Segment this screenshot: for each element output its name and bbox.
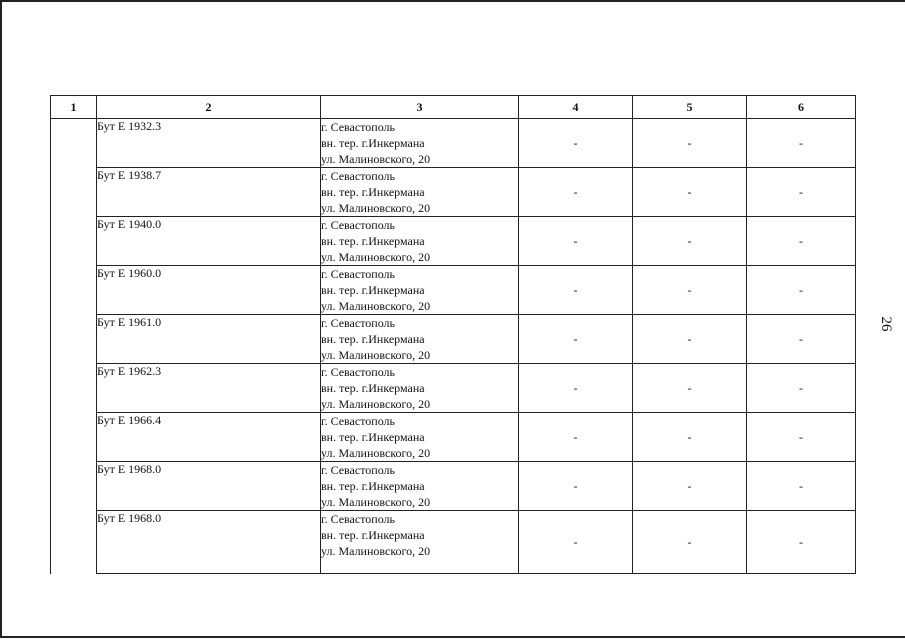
col5-value: - [633, 315, 747, 364]
col5-value: - [633, 217, 747, 266]
scan-border-bottom [0, 636, 905, 638]
table-row [51, 168, 856, 217]
col4-value: - [519, 364, 633, 413]
object-name: Бут Е 1960.0 [97, 266, 321, 315]
column-header-3: 3 [321, 96, 519, 119]
column-header-2: 2 [97, 96, 321, 119]
object-address: г. Севастополь вн. тер. г.Инкермана ул. Малиновского, 20 [321, 462, 519, 511]
object-address: г. Севастополь вн. тер. г.Инкермана ул. Малиновского, 20 [321, 119, 519, 168]
table-row [51, 364, 856, 413]
col4-value: - [519, 511, 633, 574]
object-name: Бут Е 1968.0 [97, 511, 321, 574]
table-row [51, 315, 856, 364]
object-address: г. Севастополь вн. тер. г.Инкермана ул. Малиновского, 20 [321, 168, 519, 217]
table-row [51, 462, 856, 511]
object-address: г. Севастополь вн. тер. г.Инкермана ул. Малиновского, 20 [321, 511, 519, 574]
col5-value: - [633, 119, 747, 168]
column-1-cell [51, 119, 97, 574]
col6-value: - [747, 168, 856, 217]
table-row [51, 511, 856, 574]
col5-value: - [633, 511, 747, 574]
col6-value: - [747, 119, 856, 168]
table-row [51, 217, 856, 266]
col4-value: - [519, 168, 633, 217]
col6-value: - [747, 217, 856, 266]
scan-border-left [0, 0, 2, 638]
object-address: г. Севастополь вн. тер. г.Инкермана ул. Малиновского, 20 [321, 364, 519, 413]
col6-value: - [747, 413, 856, 462]
scan-border-top [0, 0, 905, 2]
col5-value: - [633, 364, 747, 413]
table-row [51, 119, 856, 168]
header-row [51, 96, 856, 119]
object-address: г. Севастополь вн. тер. г.Инкермана ул. Малиновского, 20 [321, 217, 519, 266]
col6-value: - [747, 511, 856, 574]
table-row [51, 266, 856, 315]
col5-value: - [633, 462, 747, 511]
col6-value: - [747, 266, 856, 315]
column-header-5: 5 [633, 96, 747, 119]
object-name: Бут Е 1968.0 [97, 462, 321, 511]
column-header-6: 6 [747, 96, 856, 119]
object-name: Бут Е 1940.0 [97, 217, 321, 266]
col5-value: - [633, 168, 747, 217]
object-name: Бут Е 1962.3 [97, 364, 321, 413]
object-address: г. Севастополь вн. тер. г.Инкермана ул. Малиновского, 20 [321, 315, 519, 364]
col4-value: - [519, 119, 633, 168]
col6-value: - [747, 462, 856, 511]
column-header-1: 1 [51, 96, 97, 119]
object-name: Бут Е 1961.0 [97, 315, 321, 364]
col6-value: - [747, 315, 856, 364]
table-row [51, 413, 856, 462]
col4-value: - [519, 462, 633, 511]
object-name: Бут Е 1966.4 [97, 413, 321, 462]
col4-value: - [519, 315, 633, 364]
object-name: Бут Е 1932.3 [97, 119, 321, 168]
object-address: г. Севастополь вн. тер. г.Инкермана ул. Малиновского, 20 [321, 413, 519, 462]
col6-value: - [747, 364, 856, 413]
col5-value: - [633, 266, 747, 315]
object-address: г. Севастополь вн. тер. г.Инкермана ул. Малиновского, 20 [321, 266, 519, 315]
page-number: 26 [878, 316, 894, 332]
registry-table [50, 95, 856, 574]
col4-value: - [519, 266, 633, 315]
col5-value: - [633, 413, 747, 462]
column-header-4: 4 [519, 96, 633, 119]
col4-value: - [519, 413, 633, 462]
object-name: Бут Е 1938.7 [97, 168, 321, 217]
col4-value: - [519, 217, 633, 266]
